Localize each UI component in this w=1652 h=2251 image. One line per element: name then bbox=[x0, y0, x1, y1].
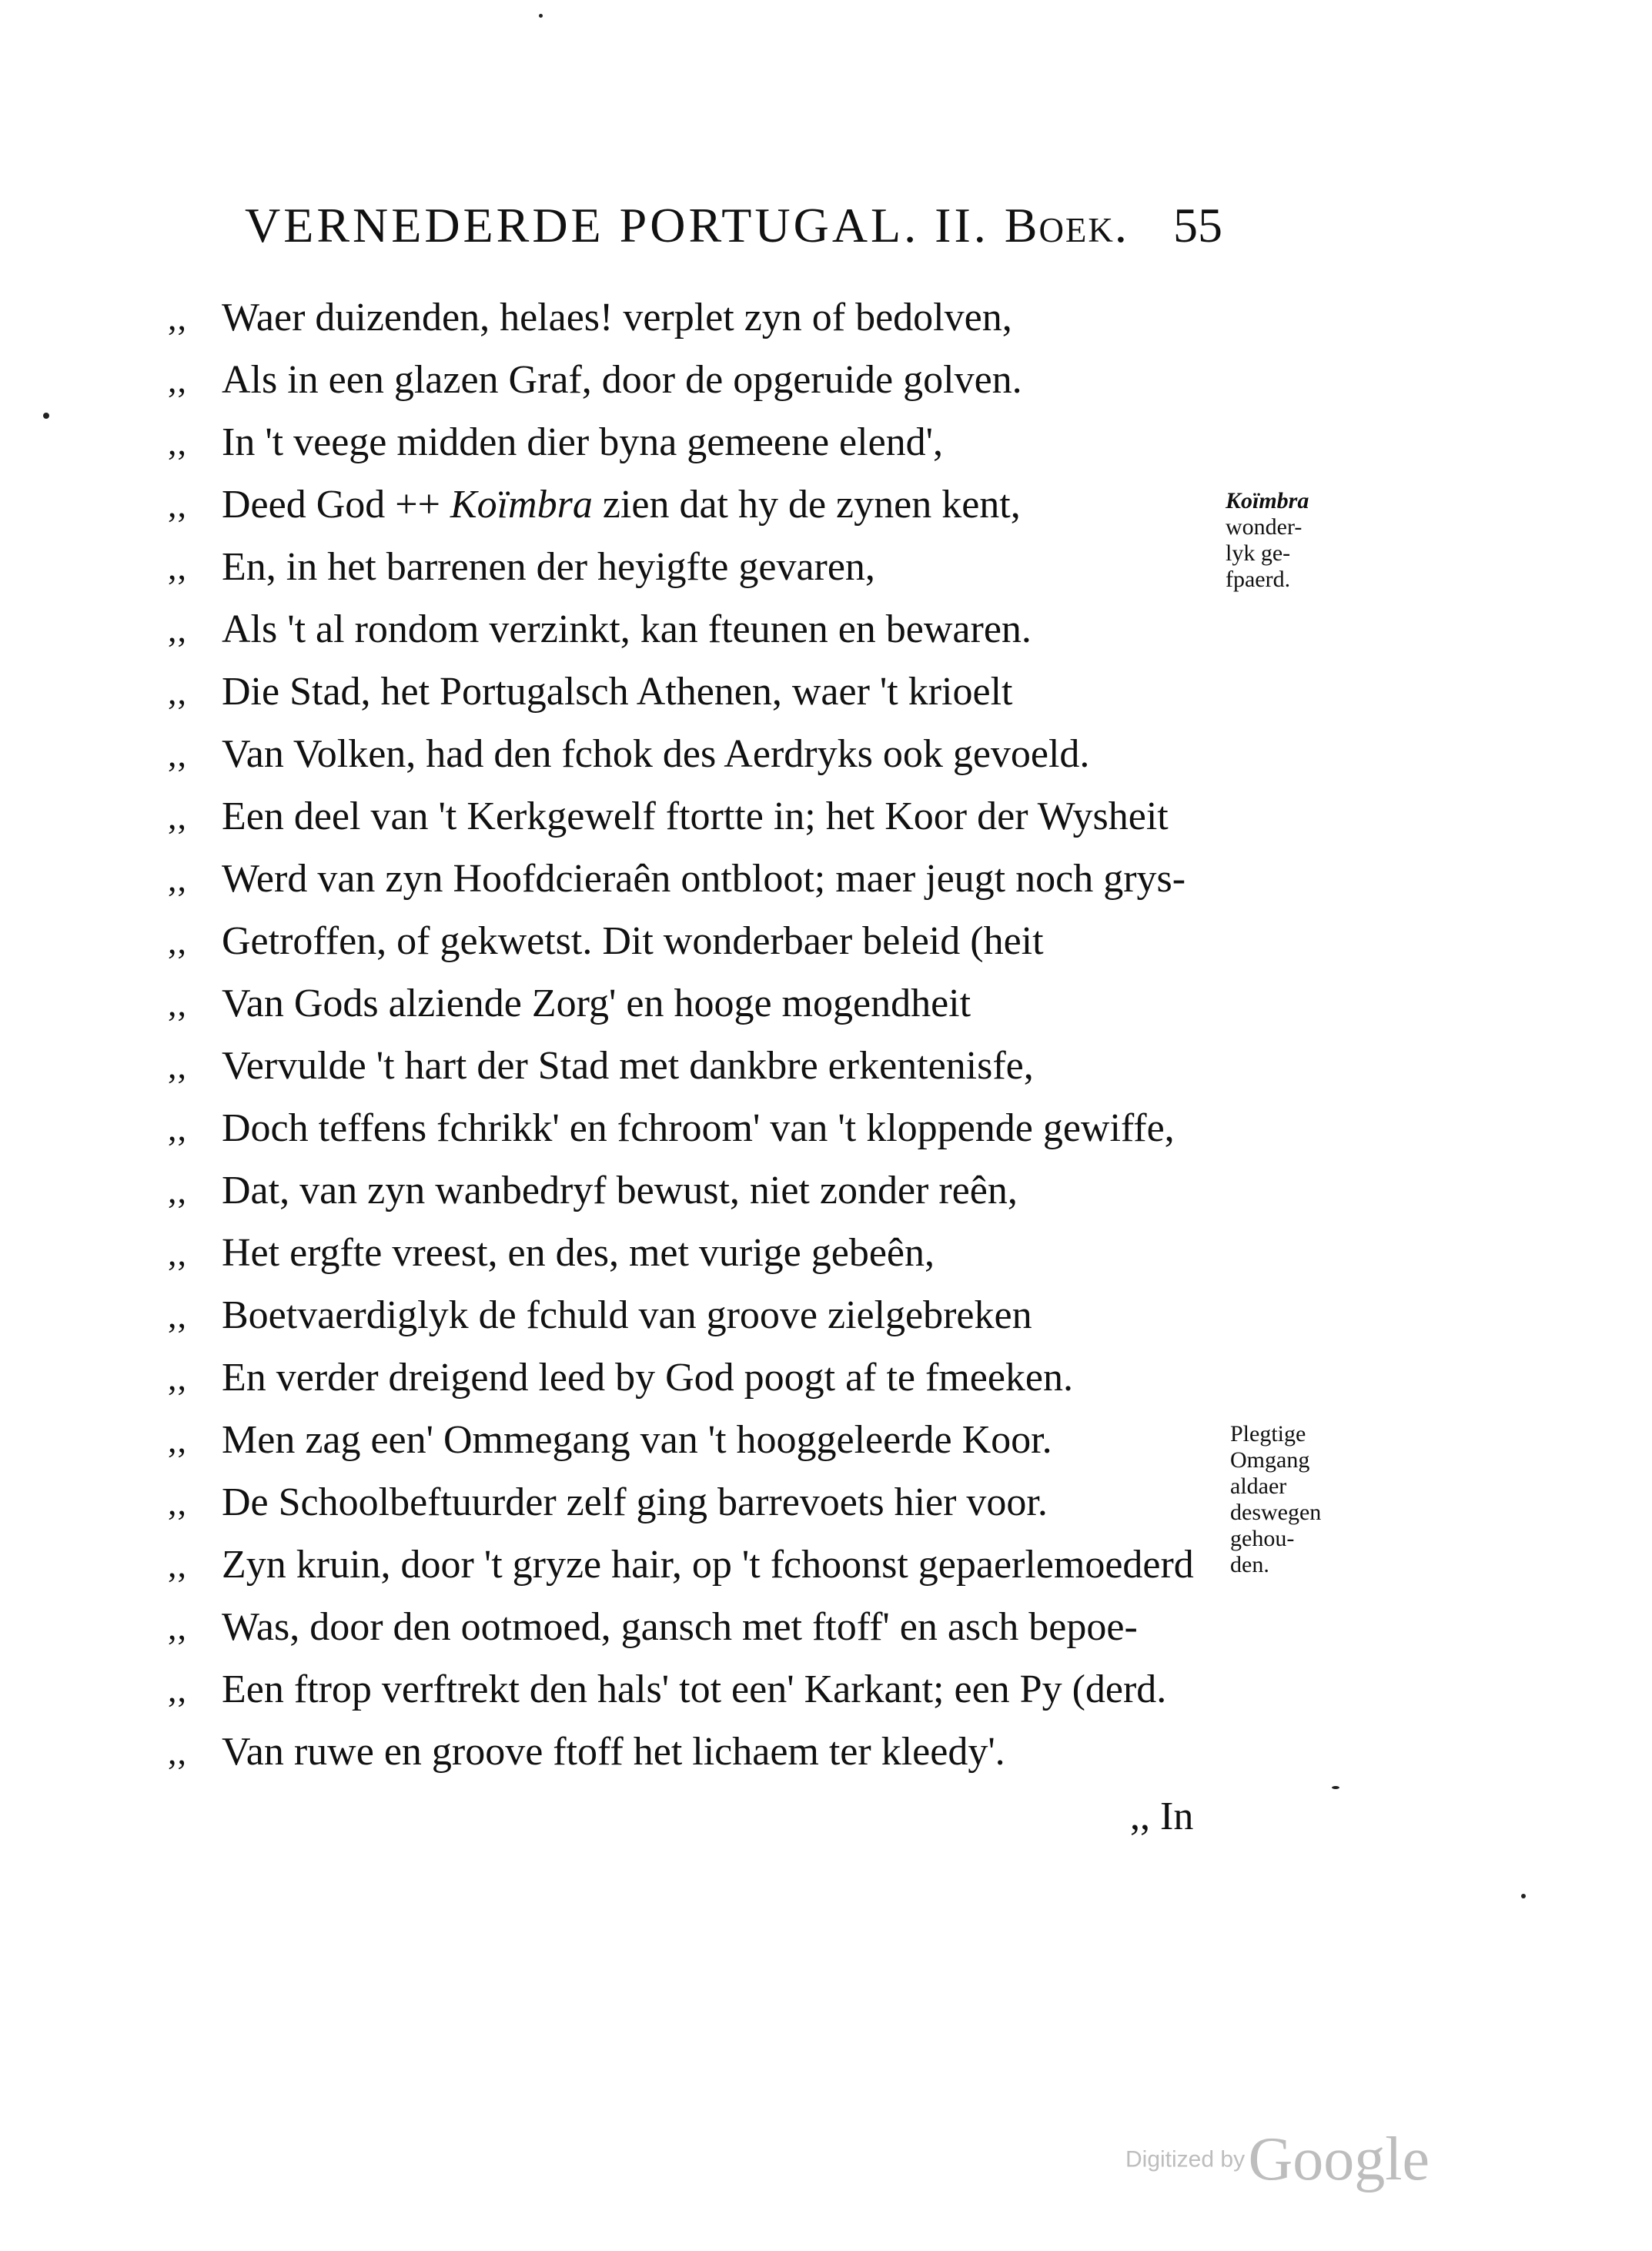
verse-line bbox=[168, 536, 1246, 598]
verse-line bbox=[168, 661, 1246, 723]
quote-mark: ,, bbox=[168, 984, 187, 1023]
verse-text: Van ruwe en groove ftoff het lichaem ter kleedy'. bbox=[222, 1730, 1005, 1774]
print-speck bbox=[1332, 1786, 1339, 1789]
verse-line bbox=[168, 1159, 1246, 1222]
watermark-prefix: Digitized by bbox=[1125, 2146, 1246, 2172]
verse-text: Was, door den ootmoed, gansch met ftoff' en asch bepoe- bbox=[222, 1605, 1138, 1649]
verse-block bbox=[168, 286, 1246, 1783]
quote-mark: ,, bbox=[168, 485, 187, 524]
verse-line bbox=[168, 1596, 1246, 1658]
verse-text: Een deel van 't Kerkgewelf ftortte in; het Koor der Wysheit bbox=[222, 794, 1169, 838]
verse-text: Een ftrop verftrekt den hals' tot een' Karkant; een Py (derd. bbox=[222, 1667, 1167, 1711]
verse-text: Zyn kruin, door 't gryze hair, op 't fchoonst gepaerlemoederd bbox=[222, 1543, 1194, 1587]
running-header bbox=[245, 197, 1222, 254]
quote-mark: ,, bbox=[168, 1233, 187, 1273]
verse-line bbox=[168, 1035, 1246, 1097]
verse-text: En verder dreigend leed by God poogt af te fmeeken. bbox=[222, 1356, 1074, 1400]
verse-line bbox=[168, 1658, 1246, 1721]
page-number: 55 bbox=[1173, 198, 1222, 253]
quote-mark: ,, bbox=[168, 1607, 187, 1647]
verse-text: In 't veege midden dier byna gemeene elend', bbox=[222, 420, 944, 464]
verse-text: Doch teffens fchrikk' en fchroom' van 't kloppende gewiffe, bbox=[222, 1106, 1175, 1150]
verse-line bbox=[168, 1284, 1246, 1346]
verse-line bbox=[168, 1097, 1246, 1159]
verse-text: Als 't al rondom verzinkt, kan fteunen en bewaren. bbox=[222, 607, 1032, 651]
verse-text: Waer duizenden, helaes! verplet zyn of bedolven, bbox=[222, 296, 1012, 339]
quote-mark: ,, bbox=[168, 547, 187, 587]
quote-mark: ,, bbox=[168, 921, 187, 961]
quote-mark: ,, bbox=[168, 734, 187, 774]
verse-line bbox=[168, 910, 1246, 972]
verse-line bbox=[168, 286, 1246, 349]
quote-mark: ,, bbox=[168, 859, 187, 898]
running-title: VERNEDERDE PORTUGAL. II. bbox=[245, 198, 989, 253]
verse-text: Men zag een' Ommegang van 't hooggeleerde Koor. bbox=[222, 1418, 1052, 1462]
margin-note-body: wonder- lyk ge- fpaerd. bbox=[1226, 514, 1303, 592]
verse-text: Boetvaerdiglyk de fchuld van groove zielgebreken bbox=[222, 1293, 1032, 1337]
verse-text: Vervulde 't hart der Stad met dankbre erkentenisfe, bbox=[222, 1044, 1034, 1088]
verse-text: Werd van zyn Hoofdcieraên ontbloot; maer jeugt noch grys- bbox=[222, 857, 1186, 901]
verse-line bbox=[168, 1534, 1246, 1596]
quote-mark: ,, bbox=[168, 423, 187, 462]
verse-text: Van Volken, had den fchok des Aerdryks ook gevoeld. bbox=[222, 732, 1090, 776]
verse-line bbox=[168, 848, 1246, 910]
print-speck bbox=[43, 413, 49, 419]
verse-italic-name: Koïmbra bbox=[450, 483, 593, 527]
quote-mark: ,, bbox=[168, 797, 187, 836]
catchword: ,, In bbox=[1130, 1794, 1194, 1838]
quote-mark: ,, bbox=[168, 298, 187, 337]
verse-text bbox=[222, 473, 1021, 536]
quote-mark: ,, bbox=[168, 1420, 187, 1460]
margin-note-procession: Plegtige Omgang aldaer deswegen gehou- den. bbox=[1230, 1421, 1322, 1577]
quote-mark: ,, bbox=[168, 1171, 187, 1210]
quote-mark: ,, bbox=[168, 360, 187, 400]
verse-line bbox=[168, 1471, 1246, 1534]
verse-line bbox=[168, 723, 1246, 785]
verse-line bbox=[168, 473, 1246, 536]
verse-line bbox=[168, 598, 1246, 661]
verse-line bbox=[168, 1721, 1246, 1783]
digitized-watermark bbox=[1125, 2125, 1430, 2195]
verse-text-after: zien dat hy de zynen kent, bbox=[592, 483, 1021, 527]
quote-mark: ,, bbox=[168, 672, 187, 711]
verse-text: Die Stad, het Portugalsch Athenen, waer 't krioelt bbox=[222, 670, 1013, 714]
quote-mark: ,, bbox=[168, 1296, 187, 1335]
verse-line bbox=[168, 1346, 1246, 1409]
quote-mark: ,, bbox=[168, 1046, 187, 1085]
quote-mark: ,, bbox=[168, 1483, 187, 1522]
margin-note-koimbra bbox=[1226, 488, 1309, 593]
verse-line bbox=[168, 785, 1246, 848]
verse-line bbox=[168, 349, 1246, 411]
quote-mark: ,, bbox=[168, 610, 187, 649]
verse-text: En, in het barrenen der heyigfte gevaren, bbox=[222, 545, 875, 589]
quote-mark: ,, bbox=[168, 1545, 187, 1584]
book-label: Boek. bbox=[1004, 198, 1129, 253]
margin-note-title: Koïmbra bbox=[1226, 488, 1309, 513]
verse-text-before: Deed God ++ bbox=[222, 483, 450, 527]
quote-mark: ,, bbox=[168, 1670, 187, 1709]
verse-text: Dat, van zyn wanbedryf bewust, niet zonder reên, bbox=[222, 1169, 1018, 1212]
quote-mark: ,, bbox=[168, 1109, 187, 1148]
verse-line bbox=[168, 972, 1246, 1035]
print-speck bbox=[1521, 1894, 1526, 1898]
verse-text: De Schoolbeftuurder zelf ging barrevoets hier voor. bbox=[222, 1480, 1048, 1524]
verse-line bbox=[168, 411, 1246, 473]
quote-mark: ,, bbox=[168, 1358, 187, 1397]
verse-text: Het ergfte vreest, en des, met vurige gebeên, bbox=[222, 1231, 935, 1275]
verse-text: Als in een glazen Graf, door de opgeruide golven. bbox=[222, 358, 1022, 402]
verse-line bbox=[168, 1222, 1246, 1284]
verse-line bbox=[168, 1409, 1246, 1471]
quote-mark: ,, bbox=[168, 1732, 187, 1771]
watermark-brand: Google bbox=[1248, 2126, 1430, 2193]
print-speck bbox=[539, 14, 543, 18]
verse-text: Van Gods alziende Zorg' en hooge mogendheit bbox=[222, 982, 971, 1025]
verse-text: Getroffen, of gekwetst. Dit wonderbaer beleid (heit bbox=[222, 919, 1044, 963]
